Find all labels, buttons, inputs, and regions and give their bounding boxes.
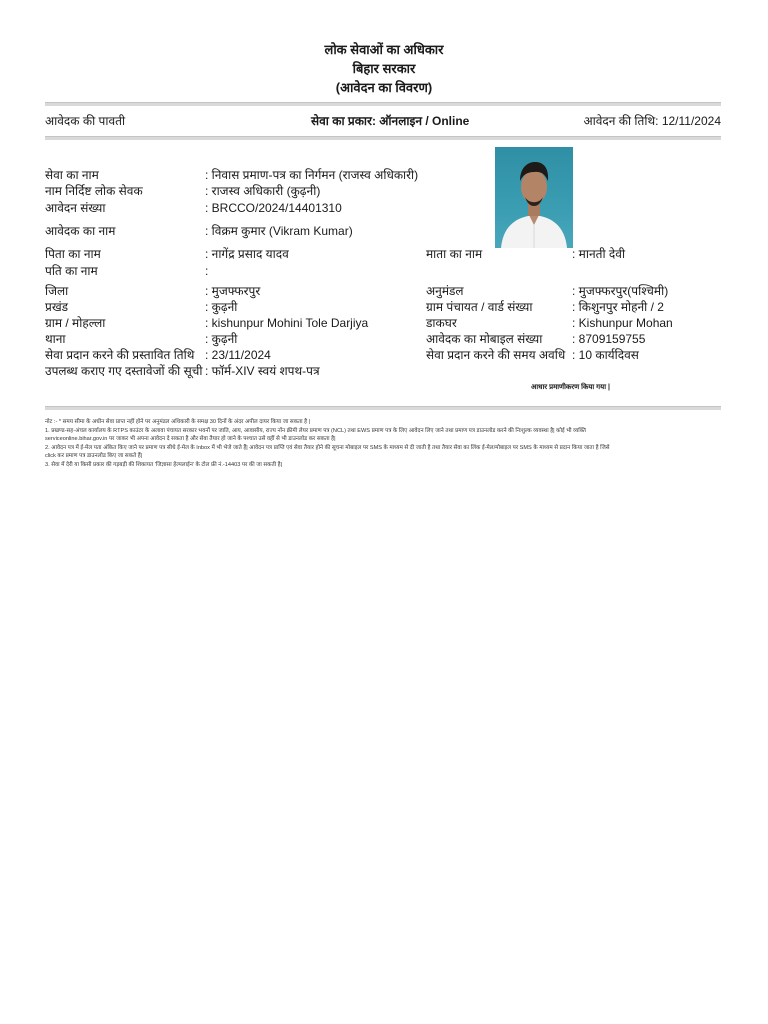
note-line: नोट :- * समय सीमा के अधीन सेवा प्राप्त नहीं होने पर अनुमंडल अधिकारी के समक्ष 30 दिनों के अंदर अपील दायर किया जा सकता है |: [45, 419, 311, 425]
application-date: आवेदन की तिथि: 12/11/2024: [583, 114, 721, 128]
value-police-station: : कुढ़नी: [205, 332, 238, 346]
label-post-office: डाकघर: [426, 316, 457, 330]
note-line: click कर प्रमाण पत्र डाउनलोड किए जा सकते हैं|: [45, 453, 143, 459]
value-documents: : फॉर्म-XIV स्वयं शपथ-पत्र: [205, 364, 320, 378]
label-subdivision: अनुमंडल: [426, 284, 464, 298]
value-app-number: : BRCCO/2024/14401310: [205, 201, 342, 215]
value-time-limit: : 10 कार्यदिवस: [572, 348, 639, 362]
label-mobile: आवेदक का मोबाइल संख्या: [426, 332, 543, 346]
value-village: : kishunpur Mohini Tole Darjiya: [205, 316, 369, 330]
label-service-name: सेवा का नाम: [45, 168, 99, 182]
value-district: : मुजफ्फरपुर: [205, 284, 261, 298]
value-father: : नागेंद्र प्रसाद यादव: [205, 247, 289, 261]
header-line-1: लोक सेवाओं का अधिकार: [324, 42, 444, 57]
note-line: 3. सेवा में देरी या किसी प्रकार की गड़बड़ी की शिकायत 'जिज्ञासा हेल्पलाईन' के टोल फ्री नं.-14403 पर की जा सकती है|: [45, 461, 283, 468]
label-mother: माता का नाम: [426, 247, 483, 261]
label-documents: उपलब्ध कराए गए दस्तावेजों की सूची: [45, 364, 203, 378]
value-block: : कुढ़नी: [205, 300, 238, 314]
label-applicant: आवेदक का नाम: [45, 224, 116, 238]
header-line-3: (आवेदन का विवरण): [335, 80, 433, 95]
label-village: ग्राम / मोहल्ला: [45, 316, 106, 330]
label-police-station: थाना: [45, 332, 66, 346]
label-proposed-date: सेवा प्रदान करने की प्रस्तावित तिथि: [45, 348, 195, 362]
label-husband: पति का नाम: [45, 264, 98, 278]
notes-section: [45, 418, 725, 469]
value-husband: :: [205, 264, 209, 278]
header-line-2: बिहार सरकार: [352, 61, 416, 76]
value-officer: : राजस्व अधिकारी (कुढ़नी): [205, 184, 321, 198]
value-mobile: : 8709159755: [572, 332, 646, 346]
label-block: प्रखंड: [45, 300, 69, 314]
label-district: जिला: [45, 284, 69, 298]
label-app-number: आवेदन संख्या: [45, 201, 106, 215]
divider-bottom: [45, 406, 721, 410]
aadhaar-verified-note: आधार प्रमाणीकरण किया गया |: [531, 384, 610, 391]
value-panchayat: : किशुनपुर मोहनी / 2: [572, 300, 664, 314]
label-panchayat: ग्राम पंचायत / वार्ड संख्या: [426, 300, 533, 314]
service-type: सेवा का प्रकार: ऑनलाइन / Online: [311, 114, 470, 128]
divider-middle: [45, 136, 721, 140]
acknowledgement-label: आवेदक की पावती: [45, 114, 126, 128]
value-post-office: : Kishunpur Mohan: [572, 316, 673, 330]
applicant-photo: [495, 147, 573, 248]
note-line: 2. आवेदन पत्र में ई-मेल पता अंकित किए जाने पर प्रमाण पत्र सीधे ई-मेल के Inbox में भी भेजे जाते हैं| आवेदन पत्र प्राप्ति एवं सेवा तैयार होने की सूचना मोबाइल पर SMS के माध्यम से दी जाती है तथा तैयार सेवा का लिंक ई-मेल/मोबाइल पर SMS के माध्यम से प्रदान किया जाता है जिसे: [45, 444, 610, 451]
value-subdivision: : मुजफ्फरपुर(पश्चिमी): [572, 284, 669, 298]
label-father: पिता का नाम: [45, 247, 101, 261]
value-applicant: : विक्रम कुमार (Vikram Kumar): [205, 224, 353, 238]
label-officer: नाम निर्दिष्ट लोक सेवक: [45, 184, 143, 198]
divider-top: [45, 102, 721, 106]
value-proposed-date: : 23/11/2024: [205, 348, 271, 362]
note-line: 1. प्रखण्ड-सह-अंचल कार्यालय के RTPS काउंटर के अलावा पंचायत सरकार भवनों पर जाति, आय, आवासीय, राज्य नॉन क्रीमी लेयर प्रमाण पत्र (NCL) तथा EWS प्रमाण पत्र के लिए आवेदन लिए जाने तथा प्रमाण पत्र डाउनलोड करने की निःशुल्क व्यवस्था है| कोई भी व्यक्ति: [45, 427, 586, 434]
note-line: serviceonline.bihar.gov.in पर जाकर भी अपना आवेदन दे सकता है और सेवा तैयार हो जाने के पश्चात उसे वहीं से भी डाउनलोड कर सकता है|: [45, 436, 336, 442]
value-mother: : मानती देवी: [572, 247, 626, 261]
value-service-name: : निवास प्रमाण-पत्र का निर्गमन (राजस्व अधिकारी): [205, 168, 419, 182]
label-time-limit: सेवा प्रदान करने की समय अवधि: [426, 348, 566, 362]
